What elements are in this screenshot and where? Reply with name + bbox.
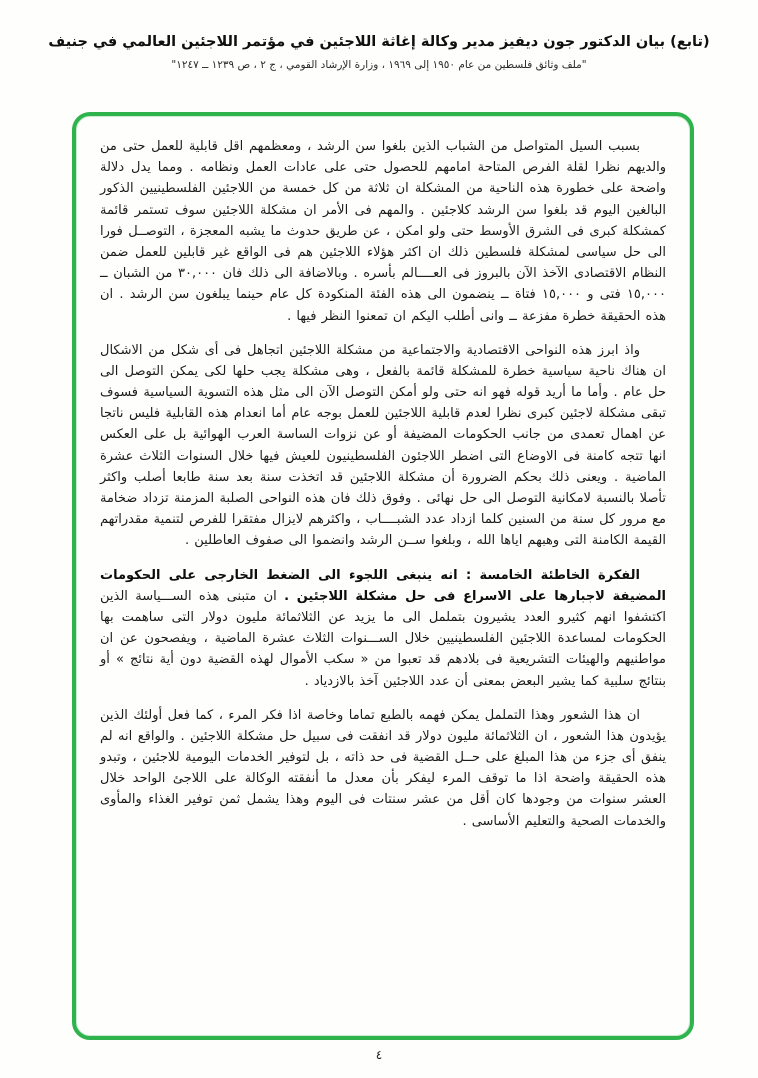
fifth-misconception-text: ان متبنى هذه الســـياسة الذين اكتشفوا انهم كثيرو العدد يشيرون بتململ الى ما يزيد عن الثلاثمائة مليون دولار التى ساهمت بها الحكومات لمساعدة اللاجئين الفلسطينيين خلال الســـنوات الثلاث عشرة الماضية ، ويفصحون عن ان مواطنيهم والهيئات التشريعية فى بلادهم قد تعبوا من « سكب الأموال لهذه القضية دون أية نتائج » أو بنتائج سلبية كما يشير البعض بمعنى أن عدد اللاجئين آخذ بالازدياد .	[100, 588, 666, 689]
paragraph-political-aspect: واذ ابرز هذه النواحى الاقتصادية والاجتماعية من مشكلة اللاجئين اتجاهل فى أى شكل من الاشكال ان هناك ناحية سياسية خطرة للمشكلة قائمة بالفعل ، وهى مشكلة يجب حلها لكى يمكن التوصل الى حل عام . وأما ما أريد قوله فهو انه حتى ولو أمكن التوصل الآن الى مثل هذه التسوية السياسية فسوف تبقى مشكلة لاجئين كبرى نظرا لعدم قابلية اللاجئين للعمل بوجه عام أما انعدام هذه القابلية فليس ناتجا عن اهمال تعمدى من جانب الحكومات المضيفة أو عن نزوات الساسة العرب الهوائية بل على العكس انها تتجه كامنة فى الاوضاع التى اضطر اللاجئون الفلسطينيون للعيش فيها خلال السنوات الثلاث عشرة الماضية . ويعنى ذلك بحكم الضرورة أن مشكلة اللاجئين قد اتخذت سنة بعد سنة طابعا أصلب واكثر تأصلا بالنسبة لامكانية التوصل الى حل نهائى . وفوق ذلك فان هذه النواحى الصلبة المزمنة تزداد ضخامة مع مرور كل سنة من السنين كلما ازداد عدد الشبــــاب ، واكثرهم لايزال مفتقرا للفرص لتنمية مقدراتهم القيمة الكامنة التى وهبهم اياها الله ، وبلغوا ســن الرشد وانضموا الى صفوف العاطلين .	[100, 342, 666, 549]
document-header	[0, 0, 758, 71]
document-title: (تابع) بيان الدكتور جون ديفيز مدير وكالة إغاثة اللاجئين في مؤتمر اللاجئين العالمي في جنيف	[48, 34, 710, 50]
page-footer	[0, 1048, 758, 1062]
content-frame	[72, 112, 694, 1040]
page-number: ٤	[375, 1048, 383, 1062]
document-source-line: "ملف وثائق فلسطين من عام ١٩٥٠ إلى ١٩٦٩ ، وزارة الإرشاد القومي ، ج ٢ ، ص ١٢٣٩ ــ ١٢٤٧"	[171, 59, 587, 72]
fifth-misconception-heading: الفكرة الخاطئة الخامسة : انه ينبغى اللجوء الى الضغط الخارجى على الحكومات المضيفة لاجبارها على الاسراع فى حل مشكلة اللاجئين .	[100, 567, 666, 604]
paragraph-youth-problem: بسبب السيل المتواصل من الشباب الذين بلغوا سن الرشد ، ومعظمهم اقل قابلية للعمل حتى من والديهم نظرا لقلة الفرص المتاحة امامهم للحصول حتى على عادات العمل ونظامه . ومما يدل دلالة واضحة على خطورة هذه الناحية من المشكلة ان ثلاثة من كل خمسة من اللاجئين الفلسطينيين الذكور البالغين اليوم قد بلغوا سن الرشد كلاجئين . والمهم فى الأمر ان مشكلة اللاجئين سوف تستمر قائمة كمشكلة كبرى فى الشرق الأوسط حتى ولو امكن ، عن طريق حدوث ما يشبه المعجزة ، التوصــل فورا الى حل سياسى لمشكلة فلسطين ذلك ان اكثر هؤلاء اللاجئين هم فى الواقع غير قابلين للعمل ضمن النظام الاقتصادى الآخذ الآن بالبروز فى العــــالم بأسره . وبالاضافة الى ذلك فان ٣٠,٠٠٠ من الشبان ــ ١٥,٠٠٠ فتى و ١٥,٠٠٠ فتاة ــ ينضمون الى هذه الفئة المنكودة كل عام حينما يبلغون سن الرشد . ان هذه الحقيقة خطرة مفزعة ــ وانى أطلب اليكم ان تمعنوا النظر فيها .	[100, 139, 667, 324]
paragraph-fifth-misconception	[100, 565, 666, 692]
paragraph-spending-explanation: ان هذا الشعور وهذا التململ يمكن فهمه بالطبع تماما وخاصة اذا فكر المرء ، كما فعل أولئك الذين يؤيدون هذا الشعور ، ان الثلاثمائة مليون دولار قد انفقت فى سبيل حل مشكلة اللاجئين . والواقع انه لم ينفق أى جزء من هذا المبلغ على حــل القضية فى حد ذاته ، بل لتوفير الخدمات اليومية للاجئين ، وتبدو هذه الحقيقة واضحة اذا ما توقف المرء ليفكر بأن معدل ما أنفقته الوكالة على اللاجئ الواحد خلال العشر سنوات من وجودها كان أقل من عشر سنتات فى اليوم وهذا يشمل ثمن توفير الغذاء والمأوى والخدمات الصحية والتعليم الأساسى .	[100, 707, 666, 829]
